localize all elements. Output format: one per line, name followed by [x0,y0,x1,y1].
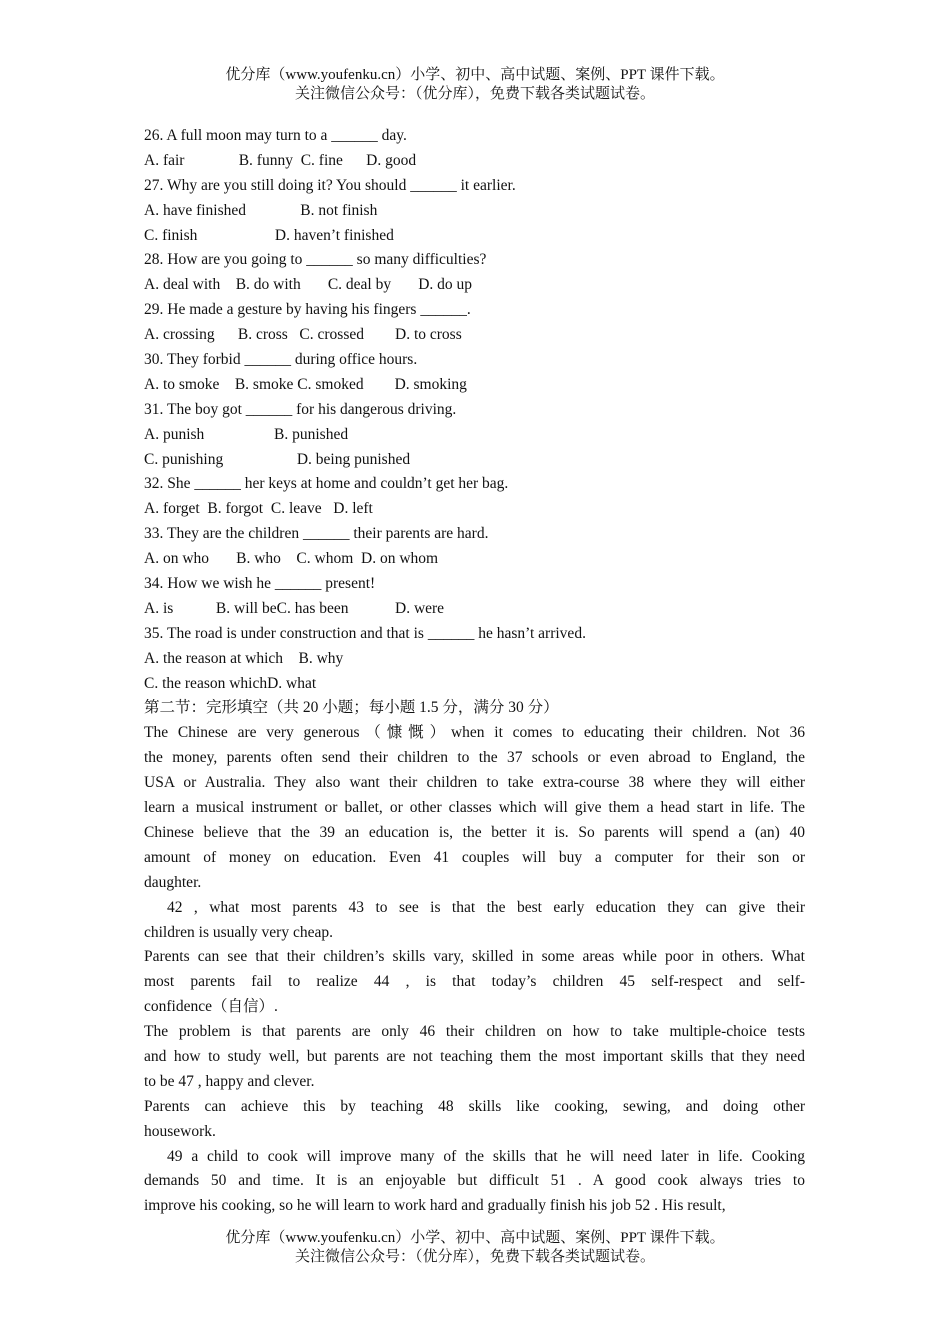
question-options: A. is B. will beC. has been D. were [144,599,445,617]
question-options: C. finish D. haven’t finished [144,226,394,244]
passage-line: confidence（自信）. [144,998,278,1016]
footer-line-1: 优分库（www.youfenku.cn）小学、初中、高中试题、案例、PPT 课件下载。 [225,1230,725,1246]
passage-line: daughter. [144,873,202,891]
question-options: A. to smoke B. smoke C. smoked D. smoking [144,375,467,393]
header-line-1: 优分库（www.youfenku.cn）小学、初中、高中试题、案例、PPT 课件下载。 [225,67,725,83]
passage-paragraph [144,1095,805,1145]
exam-content [144,124,805,1219]
question-options: A. the reason at which B. why [144,649,344,667]
passage-paragraph [144,945,805,1020]
footer-line-2: 关注微信公众号：（优分库），免费下载各类试题试卷。 [294,1249,655,1265]
question-options: A. deal with B. do with C. deal by D. do up [144,276,473,294]
page-header [0,66,950,104]
passage-line: Parents can see that their children’s skills vary, skilled in some areas while poor in others. What [144,948,805,966]
passage-line: the money, parents often send their children to the 37 schools or even abroad to England, the [144,749,805,767]
question-options: A. on who B. who C. whom D. on whom [144,550,439,568]
question-stem: 31. The boy got ______ for his dangerous driving. [144,400,457,418]
page-footer [0,1229,950,1267]
question-stem: 26. A full moon may turn to a ______ day. [144,127,407,144]
question-options: A. punish B. punished [144,425,349,443]
passage-line: The Chinese are very generous（慷慨）when it comes to educating their children. Not 36 [144,724,805,742]
question-stem: 28. How are you going to ______ so many difficulties? [144,251,487,269]
passage-line: improve his cooking, so he will learn to work hard and gradually finish his job 52 . His result, [144,1197,726,1215]
passage-line: to be 47 , happy and clever. [144,1072,315,1090]
passage-line: Chinese believe that the 39 an education is, the better it is. So parents will spend a (an) 40 [144,823,805,841]
question-options: A. have finished B. not finish [144,201,378,219]
passage-line: 42 , what most parents 43 to see is that the best early education they can give their [167,898,805,916]
passage-line: amount of money on education. Even 41 couples will buy a computer for their son or [144,848,805,866]
question-stem: 34. How we wish he ______ present! [144,575,376,593]
question-stem: 32. She ______ her keys at home and couldn’t get her bag. [144,475,509,493]
question-options: A. forget B. forgot C. leave D. left [144,500,373,518]
passage-line: housework. [144,1122,216,1140]
passage-paragraph [144,1145,805,1220]
question-stem: 35. The road is under construction and that is ______ he hasn’t arrived. [144,624,586,642]
passage-line: 49 a child to cook will improve many of the skills that he will need later in life. Cooking [167,1147,805,1165]
question-options: A. fair B. funny C. fine D. good [144,151,417,169]
header-line-2: 关注微信公众号：（优分库），免费下载各类试题试卷。 [294,86,655,102]
question-stem: 33. They are the children ______ their parents are hard. [144,525,489,543]
question-options: A. crossing B. cross C. crossed D. to cross [144,326,462,344]
passage-paragraph [144,1020,805,1095]
passage-line: and how to study well, but parents are not teaching them the most important skills that they need [144,1047,805,1065]
passage-line: USA or Australia. They also want their children to take extra-course 38 where they will either [144,774,805,792]
section-title: 第二节：完形填空（共 20 小题；每小题 1.5 分，满分 30 分） [144,699,559,717]
passage-line: most parents fail to realize 44 , is that today’s children 45 self-respect and self- [144,973,805,991]
cloze-passage [144,721,805,1219]
passage-line: Parents can achieve this by teaching 48 skills like cooking, sewing, and doing other [144,1097,805,1115]
passage-line: The problem is that parents are only 46 their children on how to take multiple-choice tests [144,1023,805,1041]
multiple-choice-section [144,124,805,696]
passage-line: learn a musical instrument or ballet, or other classes which will give them a head start in life. The [144,799,805,817]
passage-line: demands 50 and time. It is an enjoyable but difficult 51 . A good cook always tries to [144,1172,805,1190]
passage-line: children is usually very cheap. [144,923,333,941]
question-options: C. punishing D. being punished [144,450,411,468]
passage-paragraph [144,896,805,946]
question-options: C. the reason whichD. what [144,674,317,692]
passage-paragraph [144,721,805,895]
question-stem: 27. Why are you still doing it? You should ______ it earlier. [144,176,516,194]
question-stem: 30. They forbid ______ during office hours. [144,351,418,369]
question-stem: 29. He made a gesture by having his fingers ______. [144,301,471,319]
